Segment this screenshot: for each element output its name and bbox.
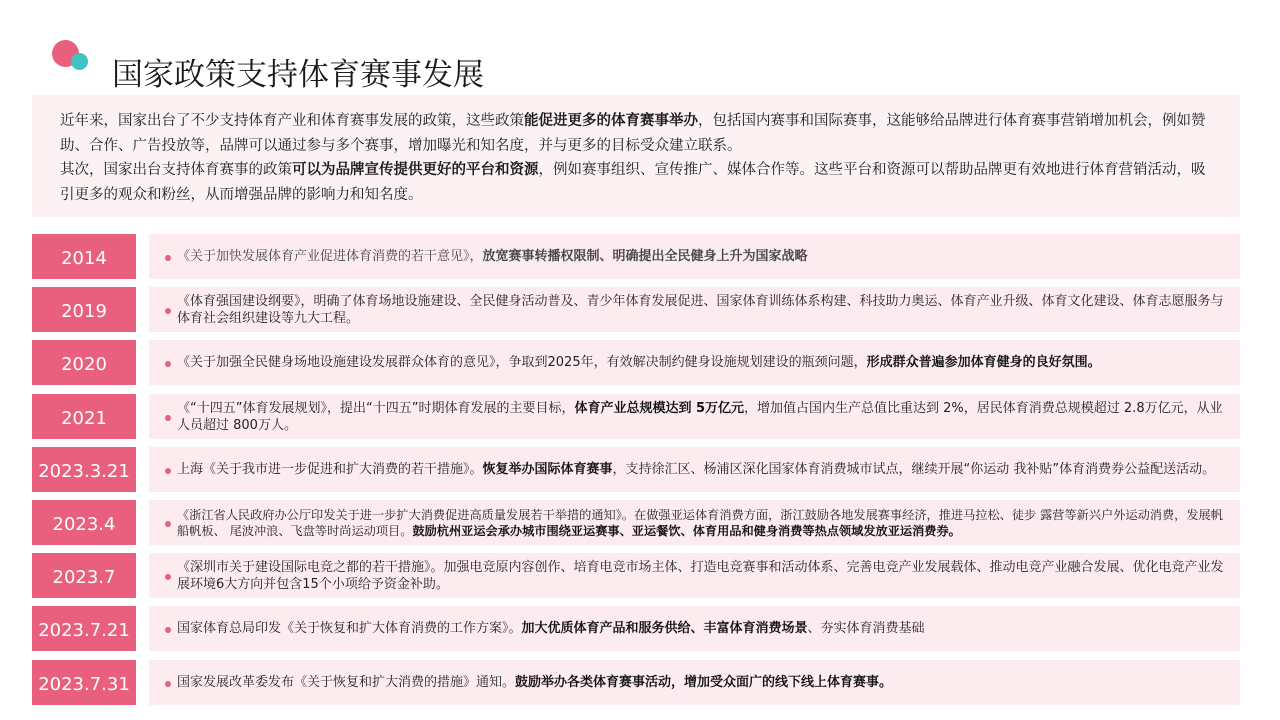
body-text: ，包括国内赛事和国际赛事，这能够给品牌进行体育赛事营销增加机会，例如赞助、合作、广告投放等，品牌可以通过参与多个赛事，增加曝光和知名度，并与更多的目标受众建立联系。	[60, 113, 1206, 154]
policy-text	[177, 461, 1228, 478]
year-label: 2023.3.21	[32, 447, 136, 492]
policy-text	[177, 507, 1228, 539]
emphasis-text: 形成群众普遍参加体育健身的良好氛围。	[866, 355, 1101, 370]
emphasis-text: 恢复举办国际体育赛事	[482, 462, 613, 477]
policy-text	[177, 400, 1228, 434]
body-text: 《关于加强全民健身场地设施建设发展群众体育的意见》，争取到2025年，有效解决制约健身设施规划建设的瓶颈问题，	[177, 355, 867, 370]
timeline-row	[32, 234, 1240, 279]
timeline-row	[32, 394, 1240, 439]
timeline-row	[32, 500, 1240, 545]
timeline-row	[32, 553, 1240, 598]
bullet-dot-icon	[165, 415, 171, 421]
year-label: 2019	[32, 287, 136, 332]
year-label: 2020	[32, 340, 136, 385]
bullet-dot-icon	[165, 521, 171, 527]
body-text: 《关于加快发展体育产业促进体育消费的若干意见》，	[177, 249, 483, 264]
body-text: 其次，国家出台支持体育赛事的政策	[60, 162, 292, 178]
emphasis-text: 鼓励举办各类体育赛事活动，增加受众面广的线下线上体育赛事。	[515, 675, 893, 690]
body-text: 、夯实体育消费基础	[807, 621, 925, 636]
timeline-row	[32, 447, 1240, 492]
bullet-dot-icon	[165, 255, 171, 261]
policy-text	[177, 293, 1228, 327]
logo-teal-circle	[71, 53, 88, 70]
page-title: 国家政策支持体育赛事发展	[112, 56, 484, 93]
emphasis-text: 鼓励杭州亚运会承办城市围绕亚运赛事、亚运餐饮、体育用品和健身消费等热点领域发放亚运消费券。	[412, 523, 961, 538]
timeline-row	[32, 287, 1240, 332]
body-text: 《深圳市关于建设国际电竞之都的若干措施》。加强电竞原内容创作、培育电竞市场主体、打造电竞赛事和活动体系、完善电竞产业发展载体、推动电竞产业融合发展、优化电竞产业发展环境6大方向并包含15个小项给予资金补助。	[177, 559, 1224, 592]
logo-circles-icon	[52, 40, 92, 74]
policy-text	[177, 248, 1228, 265]
body-text: ，例如赛事组织、宣传推广、媒体合作等。这些平台和资源可以帮助品牌更有效地进行体育营销活动，吸引更多的观众和粉丝，从而增强品牌的影响力和知名度。	[60, 162, 1206, 203]
body-text: 《浙江省人民政府办公厅印发关于进一步扩大消费促进高质量发展若干举措的通知》。在做强亚运体育消费方面，浙江鼓励各地发展赛事经济，推进马拉松、徒步 露营等新兴户外运动消费，发展帆船帆板、 尾波冲浪、飞盘等时尚运动项目。	[177, 507, 1223, 538]
body-text: ，增加值占国内生产总值比重达到 2%，居民体育消费总规模超过 2.8万亿元，从业人员超过 800万人。	[177, 400, 1223, 433]
policy-description	[149, 606, 1240, 651]
year-label: 2023.7.31	[32, 660, 136, 705]
intro-paragraph-1	[60, 109, 1218, 158]
year-label: 2014	[32, 234, 136, 279]
policy-description	[149, 660, 1240, 705]
policy-text	[177, 674, 1228, 691]
timeline-row	[32, 660, 1240, 705]
emphasis-text: 体育产业总规模达到 5万亿元	[574, 400, 745, 416]
intro-panel	[32, 95, 1240, 217]
bullet-dot-icon	[165, 627, 171, 633]
emphasis-text: 可以为品牌宣传提供更好的平台和资源	[292, 162, 539, 178]
year-label: 2021	[32, 394, 136, 439]
bullet-dot-icon	[165, 308, 171, 314]
policy-description	[149, 447, 1240, 492]
body-text: 近年来，国家出台了不少支持体育产业和体育赛事发展的政策，这些政策	[60, 113, 524, 129]
bullet-dot-icon	[165, 574, 171, 580]
policy-text	[177, 620, 1228, 637]
bullet-dot-icon	[165, 681, 171, 687]
timeline-row	[32, 340, 1240, 385]
policy-description	[149, 287, 1240, 332]
body-text: 国家发展改革委发布《关于恢复和扩大消费的措施》通知。	[177, 675, 516, 690]
body-text: 国家体育总局印发《关于恢复和扩大体育消费的工作方案》。	[177, 621, 522, 636]
body-text: 上海《关于我市进一步促进和扩大消费的若干措施》。	[177, 462, 483, 477]
intro-paragraph-2	[60, 158, 1218, 207]
policy-text	[177, 559, 1228, 593]
year-label: 2023.7.21	[32, 606, 136, 651]
emphasis-text: 能促进更多的体育赛事举办	[524, 113, 698, 129]
policy-description	[149, 234, 1240, 279]
body-text: ，支持徐汇区、杨浦区深化国家体育消费城市试点，继续开展“你运动 我补贴”体育消费券公益配送活动。	[612, 462, 1216, 477]
year-label: 2023.7	[32, 553, 136, 598]
emphasis-text: 放宽赛事转播权限制、明确提出全民健身上升为国家战略	[482, 249, 808, 264]
policy-description	[149, 340, 1240, 385]
policy-text	[177, 354, 1228, 371]
year-label: 2023.4	[32, 500, 136, 545]
body-text: 《“十四五”体育发展规划》，提出“十四五”时期体育发展的主要目标，	[177, 400, 575, 416]
emphasis-text: 加大优质体育产品和服务供给、丰富体育消费场景	[521, 621, 808, 636]
bullet-dot-icon	[165, 361, 171, 367]
policy-description	[149, 553, 1240, 598]
policy-description	[149, 394, 1240, 439]
body-text: 《体育强国建设纲要》，明确了体育场地设施建设、全民健身活动普及、青少年体育发展促进、国家体育训练体系构建、科技助力奥运、体育产业升级、体育文化建设、体育志愿服务与体育社会组织建设等九大工程。	[177, 293, 1224, 326]
timeline-row	[32, 606, 1240, 651]
bullet-dot-icon	[165, 468, 171, 474]
policy-description	[149, 500, 1240, 545]
